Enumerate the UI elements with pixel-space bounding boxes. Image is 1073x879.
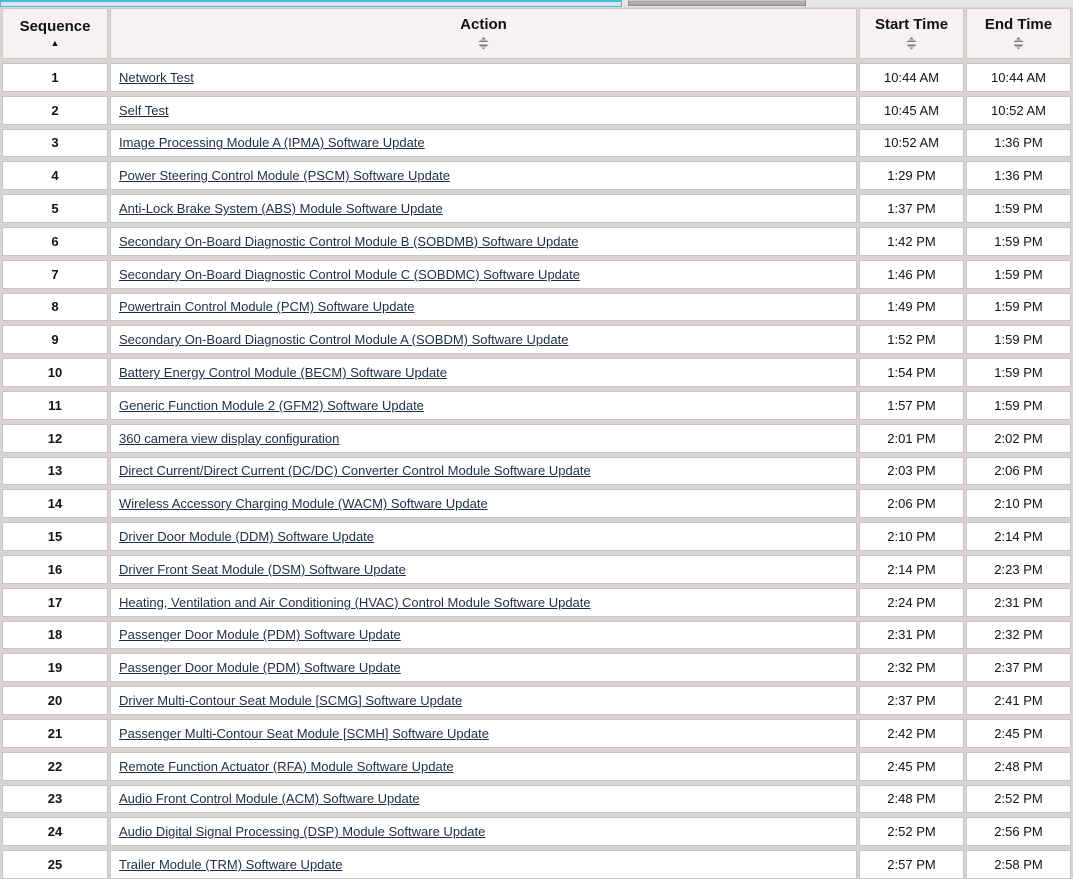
end-time-cell: 1:59 PM <box>966 227 1071 256</box>
sequence-cell: 18 <box>2 621 108 650</box>
sequence-cell: 1 <box>2 63 108 92</box>
sequence-cell: 11 <box>2 391 108 420</box>
action-link[interactable]: Secondary On-Board Diagnostic Control Module C (SOBDMC) Software Update <box>119 266 580 282</box>
action-link[interactable]: Driver Multi-Contour Seat Module [SCMG] Software Update <box>119 693 463 709</box>
action-cell <box>110 686 857 715</box>
start-time-cell: 1:42 PM <box>859 227 964 256</box>
action-cell <box>110 63 857 92</box>
end-time-cell: 2:45 PM <box>966 719 1071 748</box>
sequence-cell: 15 <box>2 522 108 551</box>
action-link[interactable]: Battery Energy Control Module (BECM) Software Update <box>119 365 448 381</box>
action-cell <box>110 785 857 814</box>
column-header-end-time[interactable] <box>966 8 1071 59</box>
sequence-cell: 22 <box>2 752 108 781</box>
start-time-cell: 10:52 AM <box>859 129 964 158</box>
sort-ascending-icon: ▲ <box>50 37 60 48</box>
start-time-cell: 2:10 PM <box>859 522 964 551</box>
end-time-cell: 2:31 PM <box>966 588 1071 617</box>
action-cell <box>110 817 857 846</box>
action-cell <box>110 325 857 354</box>
start-time-cell: 2:45 PM <box>859 752 964 781</box>
end-time-cell: 2:14 PM <box>966 522 1071 551</box>
action-link[interactable]: Driver Front Seat Module (DSM) Software Update <box>119 561 406 577</box>
sequence-cell: 14 <box>2 489 108 518</box>
action-link[interactable]: Anti-Lock Brake System (ABS) Module Software Update <box>119 201 443 217</box>
action-link[interactable]: Audio Digital Signal Processing (DSP) Module Software Update <box>119 824 486 840</box>
top-strip <box>0 0 1073 7</box>
action-link[interactable]: Passenger Multi-Contour Seat Module [SCMH] Software Update <box>119 725 489 741</box>
start-time-cell: 2:48 PM <box>859 785 964 814</box>
end-time-cell: 2:48 PM <box>966 752 1071 781</box>
end-time-cell: 1:36 PM <box>966 161 1071 190</box>
start-time-cell: 2:24 PM <box>859 588 964 617</box>
start-time-cell: 1:49 PM <box>859 293 964 322</box>
action-link[interactable]: Heating, Ventilation and Air Conditioning (HVAC) Control Module Software Update <box>119 594 591 610</box>
sequence-cell: 4 <box>2 161 108 190</box>
action-cell <box>110 96 857 125</box>
sequence-cell: 16 <box>2 555 108 584</box>
sequence-cell: 8 <box>2 293 108 322</box>
start-time-cell: 2:31 PM <box>859 621 964 650</box>
end-time-cell: 1:59 PM <box>966 194 1071 223</box>
end-time-cell: 2:56 PM <box>966 817 1071 846</box>
action-cell <box>110 227 857 256</box>
action-cell <box>110 424 857 453</box>
sequence-cell: 25 <box>2 850 108 879</box>
sequence-cell: 2 <box>2 96 108 125</box>
end-time-cell: 1:59 PM <box>966 293 1071 322</box>
action-cell <box>110 489 857 518</box>
end-time-cell: 1:59 PM <box>966 260 1071 289</box>
start-time-cell: 10:44 AM <box>859 63 964 92</box>
end-time-cell: 10:52 AM <box>966 96 1071 125</box>
sort-unsorted-icon <box>478 37 489 50</box>
action-link[interactable]: Audio Front Control Module (ACM) Software Update <box>119 791 420 807</box>
column-header-action[interactable] <box>110 8 857 59</box>
action-link[interactable]: 360 camera view display configuration <box>119 430 340 446</box>
end-time-cell: 2:06 PM <box>966 457 1071 486</box>
action-link[interactable]: Image Processing Module A (IPMA) Software Update <box>119 135 425 151</box>
action-cell <box>110 522 857 551</box>
sequence-cell: 3 <box>2 129 108 158</box>
action-cell <box>110 391 857 420</box>
start-time-cell: 2:37 PM <box>859 686 964 715</box>
action-cell <box>110 752 857 781</box>
sequence-cell: 5 <box>2 194 108 223</box>
sequence-cell: 9 <box>2 325 108 354</box>
action-cell <box>110 588 857 617</box>
sort-unsorted-icon <box>906 37 917 50</box>
action-cell <box>110 719 857 748</box>
action-cell <box>110 457 857 486</box>
end-time-cell: 2:37 PM <box>966 653 1071 682</box>
sort-unsorted-icon <box>1013 37 1024 50</box>
action-link[interactable]: Power Steering Control Module (PSCM) Software Update <box>119 168 450 184</box>
end-time-cell: 1:59 PM <box>966 325 1071 354</box>
action-link[interactable]: Direct Current/Direct Current (DC/DC) Converter Control Module Software Update <box>119 463 591 479</box>
action-cell <box>110 621 857 650</box>
action-link[interactable]: Powertrain Control Module (PCM) Software Update <box>119 299 415 315</box>
sequence-cell: 7 <box>2 260 108 289</box>
sequence-cell: 21 <box>2 719 108 748</box>
end-time-cell: 2:32 PM <box>966 621 1071 650</box>
sequence-cell: 20 <box>2 686 108 715</box>
action-link[interactable]: Secondary On-Board Diagnostic Control Module A (SOBDM) Software Update <box>119 332 569 348</box>
column-header-label: End Time <box>984 16 1053 34</box>
start-time-cell: 2:42 PM <box>859 719 964 748</box>
start-time-cell: 2:03 PM <box>859 457 964 486</box>
action-link[interactable]: Remote Function Actuator (RFA) Module Software Update <box>119 758 454 774</box>
start-time-cell: 1:37 PM <box>859 194 964 223</box>
end-time-cell: 2:58 PM <box>966 850 1071 879</box>
action-link[interactable]: Passenger Door Module (PDM) Software Update <box>119 627 401 643</box>
column-header-label: Action <box>460 16 507 34</box>
column-header-start-time[interactable] <box>859 8 964 59</box>
end-time-cell: 2:02 PM <box>966 424 1071 453</box>
start-time-cell: 2:52 PM <box>859 817 964 846</box>
sequence-cell: 19 <box>2 653 108 682</box>
action-cell <box>110 293 857 322</box>
start-time-cell: 1:54 PM <box>859 358 964 387</box>
action-cell <box>110 194 857 223</box>
action-link[interactable]: Secondary On-Board Diagnostic Control Module B (SOBDMB) Software Update <box>119 233 579 249</box>
column-header-label: Sequence <box>19 18 91 36</box>
sequence-cell: 13 <box>2 457 108 486</box>
action-link[interactable]: Network Test <box>119 69 194 85</box>
end-time-cell: 2:23 PM <box>966 555 1071 584</box>
start-time-cell: 2:14 PM <box>859 555 964 584</box>
action-cell <box>110 129 857 158</box>
end-time-cell: 2:52 PM <box>966 785 1071 814</box>
sequence-cell: 23 <box>2 785 108 814</box>
end-time-cell: 2:10 PM <box>966 489 1071 518</box>
end-time-cell: 2:41 PM <box>966 686 1071 715</box>
start-time-cell: 2:57 PM <box>859 850 964 879</box>
start-time-cell: 1:46 PM <box>859 260 964 289</box>
start-time-cell: 1:57 PM <box>859 391 964 420</box>
sequence-cell: 12 <box>2 424 108 453</box>
start-time-cell: 2:01 PM <box>859 424 964 453</box>
action-link[interactable]: Self Test <box>119 102 169 118</box>
action-cell <box>110 653 857 682</box>
action-cell <box>110 358 857 387</box>
action-link[interactable]: Driver Door Module (DDM) Software Update <box>119 529 375 545</box>
action-link[interactable]: Passenger Door Module (PDM) Software Update <box>119 660 401 676</box>
action-cell <box>110 161 857 190</box>
action-link[interactable]: Trailer Module (TRM) Software Update <box>119 857 343 873</box>
sequence-cell: 24 <box>2 817 108 846</box>
column-header-sequence[interactable] <box>2 8 108 59</box>
action-link[interactable]: Generic Function Module 2 (GFM2) Software Update <box>119 397 424 413</box>
start-time-cell: 2:06 PM <box>859 489 964 518</box>
end-time-cell: 1:59 PM <box>966 358 1071 387</box>
action-cell <box>110 260 857 289</box>
end-time-cell: 10:44 AM <box>966 63 1071 92</box>
top-button-sliver[interactable] <box>628 0 806 6</box>
action-cell <box>110 850 857 879</box>
progress-bar-sliver <box>0 0 622 7</box>
start-time-cell: 10:45 AM <box>859 96 964 125</box>
sequence-cell: 10 <box>2 358 108 387</box>
column-header-label: Start Time <box>874 16 949 34</box>
sequence-cell: 17 <box>2 588 108 617</box>
action-link[interactable]: Wireless Accessory Charging Module (WACM) Software Update <box>119 496 488 512</box>
actions-table <box>2 8 1071 879</box>
start-time-cell: 1:29 PM <box>859 161 964 190</box>
start-time-cell: 2:32 PM <box>859 653 964 682</box>
end-time-cell: 1:59 PM <box>966 391 1071 420</box>
sequence-cell: 6 <box>2 227 108 256</box>
start-time-cell: 1:52 PM <box>859 325 964 354</box>
action-cell <box>110 555 857 584</box>
end-time-cell: 1:36 PM <box>966 129 1071 158</box>
